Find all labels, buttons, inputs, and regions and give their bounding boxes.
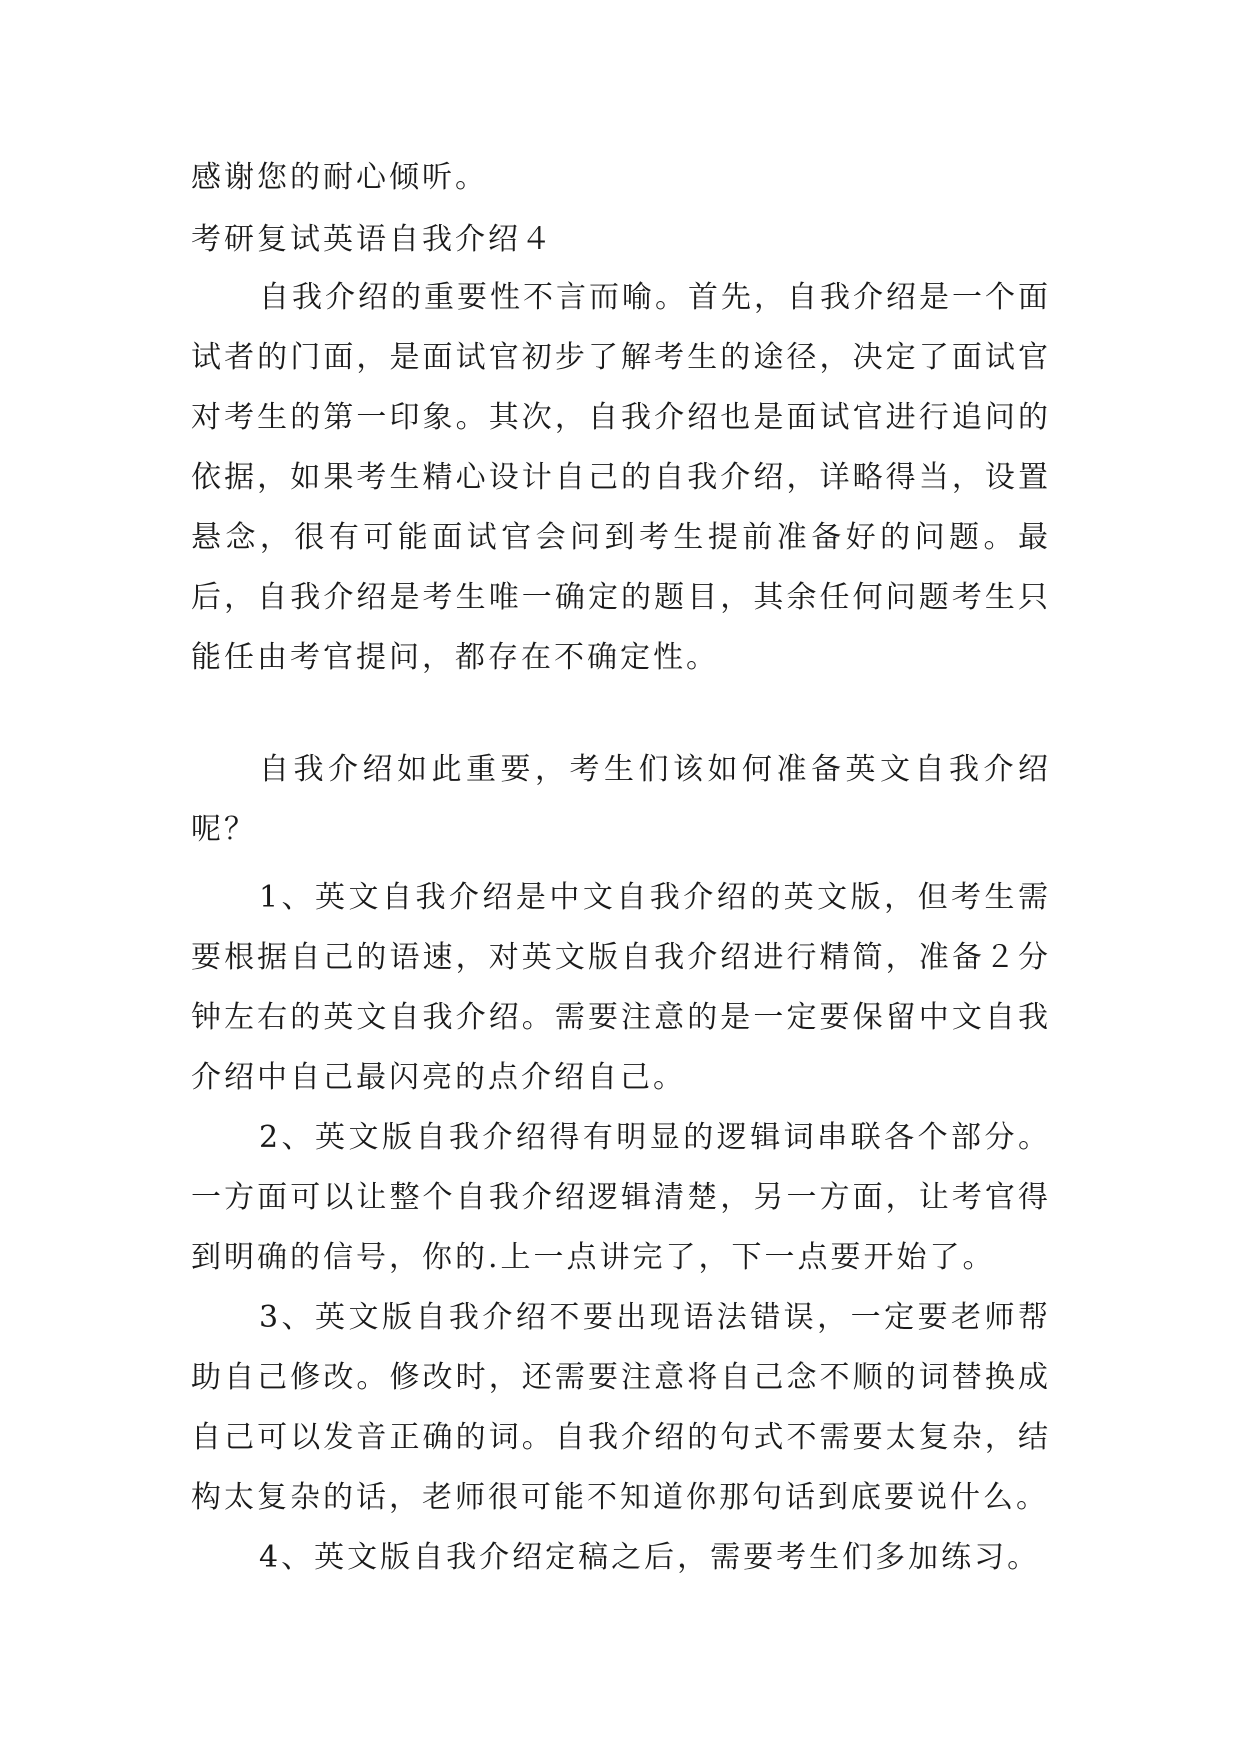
section-title: 考研复试英语自我介绍４ xyxy=(191,222,554,257)
paragraph-point-2: 2、英文版自我介绍得有明显的逻辑词串联各个部分。一方面可以让整个自我介绍逻辑清楚，另一方面，让考官得到明确的信号，你的.上一点讲完了，下一点要开始了。 xyxy=(191,1120,1051,1275)
document-page xyxy=(191,158,1051,1588)
paragraph-point-1: 1、英文自我介绍是中文自我介绍的英文版，但考生需要根据自己的语速，对英文版自我介绍进行精简，准备２分钟左右的英文自我介绍。需要注意的是一定要保留中文自我介绍中自己最闪亮的点介绍自己。 xyxy=(191,880,1051,1095)
closing-line: 感谢您的耐心倾听。 xyxy=(191,160,488,195)
paragraph-point-4: 4、英文版自我介绍定稿之后，需要考生们多加练习。 xyxy=(259,1540,1041,1575)
paragraph-question: 自我介绍如此重要，考生们该如何准备英文自我介绍呢？ xyxy=(191,752,1051,847)
paragraph-point-3: 3、英文版自我介绍不要出现语法错误，一定要老师帮助自己修改。修改时，还需要注意将自己念不顺的词替换成自己可以发音正确的词。自我介绍的句式不需要太复杂，结构太复杂的话，老师很可能不知道你那句话到底要说什么。 xyxy=(191,1300,1051,1515)
paragraph-importance: 自我介绍的重要性不言而喻。首先，自我介绍是一个面试者的门面，是面试官初步了解考生的途径，决定了面试官对考生的第一印象。其次，自我介绍也是面试官进行追问的依据，如果考生精心设计自己的自我介绍，详略得当，设置悬念，很有可能面试官会问到考生提前准备好的问题。最后，自我介绍是考生唯一确定的题目，其余任何问题考生只能任由考官提问，都存在不确定性。 xyxy=(191,280,1051,675)
